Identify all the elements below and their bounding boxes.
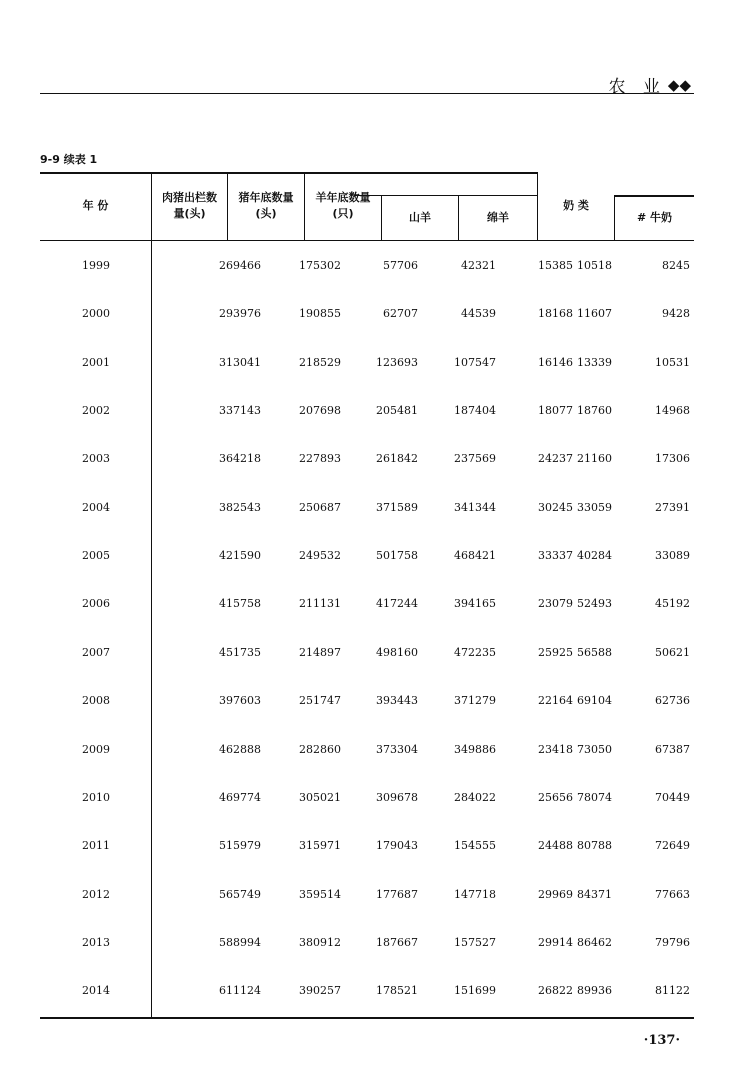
cell-year: 2002 — [82, 404, 110, 418]
page-number: ·137· — [643, 1033, 680, 1048]
cell-sheep-stock: 261842 — [376, 452, 418, 466]
cell-pig-stock: 207698 — [299, 404, 341, 418]
table-bottom-rule — [40, 1017, 694, 1019]
cell-sheep-stock: 498160 — [376, 645, 418, 659]
cell-goats: 151699 — [454, 984, 496, 998]
cell-sheep: 24237 — [538, 452, 573, 466]
table-row — [40, 788, 694, 808]
cell-pig-stock: 175302 — [299, 259, 341, 272]
cell-pork-output: 337143 — [219, 404, 261, 418]
cell-year: 2010 — [82, 790, 110, 804]
cell-year: 2006 — [82, 597, 110, 611]
cell-cow-milk: 10531 — [655, 355, 690, 369]
cell-cow-milk: 9428 — [662, 307, 690, 321]
cell-sheep-stock: 178521 — [376, 984, 418, 998]
cell-cow-milk: 79796 — [655, 935, 690, 949]
cell-pork-output: 565749 — [219, 887, 261, 901]
cell-pig-stock: 305021 — [299, 790, 341, 804]
cell-sheep-stock: 57706 — [383, 259, 418, 272]
cell-goats: 394165 — [454, 597, 496, 611]
cell-milk: 13339 — [577, 355, 612, 369]
header-sheep-stock: 羊年底数量(只) — [315, 191, 371, 220]
cell-pig-stock: 249532 — [299, 549, 341, 563]
cell-sheep: 33337 — [538, 549, 573, 563]
cell-year: 2001 — [82, 355, 110, 369]
cell-sheep-stock: 371589 — [376, 500, 418, 514]
cell-cow-milk: 17306 — [655, 452, 690, 466]
cell-sheep: 29969 — [538, 887, 573, 901]
table-row — [40, 353, 694, 373]
cell-sheep-stock: 177687 — [376, 887, 418, 901]
header-milk: 奶 类 — [563, 199, 589, 212]
cell-sheep: 23079 — [538, 597, 573, 611]
cell-cow-milk: 33089 — [655, 549, 690, 563]
cell-sheep: 30245 — [538, 500, 573, 514]
cell-sheep-stock: 309678 — [376, 790, 418, 804]
table-row — [40, 691, 694, 711]
cell-sheep: 26822 — [538, 984, 573, 998]
diamond-icon: ◆◆ — [667, 75, 691, 94]
cell-milk: 18760 — [577, 404, 612, 418]
header-divider — [40, 93, 694, 94]
cell-goats: 107547 — [454, 355, 496, 369]
cell-sheep-stock: 179043 — [376, 839, 418, 853]
cell-sheep-stock: 123693 — [376, 355, 418, 369]
table-row — [40, 740, 694, 760]
cell-sheep: 18077 — [538, 404, 573, 418]
cell-pig-stock: 251747 — [299, 694, 341, 708]
cell-goats: 187404 — [454, 404, 496, 418]
header-bottom-rule — [40, 240, 694, 241]
cell-sheep: 29914 — [538, 935, 573, 949]
table-row — [40, 981, 694, 1001]
cell-milk: 40284 — [577, 549, 612, 563]
cell-year: 2004 — [82, 500, 110, 514]
cell-year: 2000 — [82, 307, 110, 321]
header-sheep: 绵羊 — [487, 211, 509, 224]
cell-cow-milk: 77663 — [655, 887, 690, 901]
cell-sheep: 18168 — [538, 307, 573, 321]
cell-pig-stock: 250687 — [299, 500, 341, 514]
cell-pork-output: 588994 — [219, 935, 261, 949]
cell-milk: 11607 — [577, 307, 612, 321]
cell-pork-output: 364218 — [219, 452, 261, 466]
cell-goats: 147718 — [454, 887, 496, 901]
cell-pork-output: 451735 — [219, 645, 261, 659]
table-row — [40, 885, 694, 905]
cell-goats: 468421 — [454, 549, 496, 563]
cell-year: 2007 — [82, 645, 110, 659]
cell-pig-stock: 211131 — [299, 597, 341, 611]
cell-milk: 56588 — [577, 645, 612, 659]
cell-sheep-stock: 393443 — [376, 694, 418, 708]
cell-cow-milk: 62736 — [655, 694, 690, 708]
cell-cow-milk: 50621 — [655, 645, 690, 659]
cell-pork-output: 469774 — [219, 790, 261, 804]
cell-goats: 157527 — [454, 935, 496, 949]
cell-pig-stock: 214897 — [299, 645, 341, 659]
cell-year: 2013 — [82, 935, 110, 949]
cell-sheep: 25656 — [538, 790, 573, 804]
cell-pork-output: 269466 — [219, 259, 261, 272]
cell-pork-output: 515979 — [219, 839, 261, 853]
cell-milk: 86462 — [577, 935, 612, 949]
table-row — [40, 933, 694, 953]
cell-milk: 21160 — [577, 452, 612, 466]
cell-sheep: 16146 — [538, 355, 573, 369]
cell-goats: 349886 — [454, 742, 496, 756]
cell-cow-milk: 72649 — [655, 839, 690, 853]
cell-sheep-stock: 501758 — [376, 549, 418, 563]
cell-sheep-stock: 417244 — [376, 597, 418, 611]
cell-goats: 284022 — [454, 790, 496, 804]
table-row — [40, 401, 694, 421]
table-row — [40, 836, 694, 856]
cell-year: 2014 — [82, 984, 110, 998]
cell-sheep-stock: 205481 — [376, 404, 418, 418]
cell-sheep-stock: 187667 — [376, 935, 418, 949]
header-cow-milk: # 牛奶 — [636, 211, 673, 224]
cell-milk: 52493 — [577, 597, 612, 611]
cell-pork-output: 415758 — [219, 597, 261, 611]
header-goats: 山羊 — [409, 211, 431, 224]
cell-pig-stock: 359514 — [299, 887, 341, 901]
cell-goats: 42321 — [461, 259, 496, 272]
cell-goats: 472235 — [454, 645, 496, 659]
table-row — [40, 449, 694, 469]
cell-sheep: 22164 — [538, 694, 573, 708]
cell-goats: 341344 — [454, 500, 496, 514]
cell-milk: 78074 — [577, 790, 612, 804]
table-row — [40, 498, 694, 518]
cell-pig-stock: 380912 — [299, 935, 341, 949]
cell-pig-stock: 218529 — [299, 355, 341, 369]
cell-goats: 237569 — [454, 452, 496, 466]
cell-goats: 154555 — [454, 839, 496, 853]
cell-milk: 69104 — [577, 694, 612, 708]
cell-year: 2009 — [82, 742, 110, 756]
cell-cow-milk: 81122 — [655, 984, 690, 998]
cell-sheep: 25925 — [538, 645, 573, 659]
table-row — [40, 256, 694, 276]
cell-milk: 33059 — [577, 500, 612, 514]
cell-pork-output: 382543 — [219, 500, 261, 514]
cell-milk: 80788 — [577, 839, 612, 853]
header-pig-stock: 猪年底数量(头) — [238, 191, 294, 220]
table-label: 9-9 续表 1 — [40, 153, 98, 166]
table-row — [40, 304, 694, 324]
cell-year: 1999 — [82, 259, 110, 272]
cell-cow-milk: 45192 — [655, 597, 690, 611]
cell-pork-output: 313041 — [219, 355, 261, 369]
cell-year: 2011 — [82, 839, 110, 853]
header-pork-output: 肉猪出栏数量(头) — [162, 191, 217, 220]
cell-pork-output: 421590 — [219, 549, 261, 563]
cell-sheep-stock: 62707 — [383, 307, 418, 321]
cell-milk: 73050 — [577, 742, 612, 756]
section-title-text: 农 业 — [608, 77, 666, 97]
cell-sheep: 24488 — [538, 839, 573, 853]
cell-pork-output: 611124 — [219, 984, 261, 998]
cell-cow-milk: 8245 — [662, 259, 690, 272]
cell-pig-stock: 227893 — [299, 452, 341, 466]
cell-cow-milk: 70449 — [655, 790, 690, 804]
cell-sheep-stock: 373304 — [376, 742, 418, 756]
cell-milk: 89936 — [577, 984, 612, 998]
cell-pig-stock: 390257 — [299, 984, 341, 998]
table-row — [40, 643, 694, 663]
table-row — [40, 594, 694, 614]
cell-pork-output: 462888 — [219, 742, 261, 756]
cell-pig-stock: 315971 — [299, 839, 341, 853]
cell-sheep: 23418 — [538, 742, 573, 756]
data-table — [40, 172, 694, 1018]
cell-year: 2003 — [82, 452, 110, 466]
cell-pig-stock: 282860 — [299, 742, 341, 756]
cell-cow-milk: 14968 — [655, 404, 690, 418]
cell-milk: 10518 — [577, 259, 612, 272]
cell-year: 2005 — [82, 549, 110, 563]
cell-cow-milk: 67387 — [655, 742, 690, 756]
cell-year: 2008 — [82, 694, 110, 708]
cell-cow-milk: 27391 — [655, 500, 690, 514]
cell-pig-stock: 190855 — [299, 307, 341, 321]
cell-pork-output: 397603 — [219, 694, 261, 708]
cell-pork-output: 293976 — [219, 307, 261, 321]
cell-year: 2012 — [82, 887, 110, 901]
cell-milk: 84371 — [577, 887, 612, 901]
cell-goats: 371279 — [454, 694, 496, 708]
table-row — [40, 546, 694, 566]
header-year: 年 份 — [82, 199, 109, 212]
cell-goats: 44539 — [461, 307, 496, 321]
cell-sheep: 15385 — [538, 259, 573, 272]
